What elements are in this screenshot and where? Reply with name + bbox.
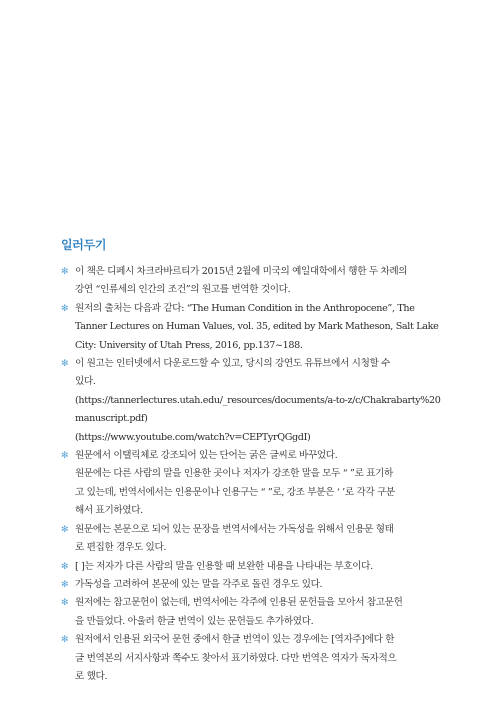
bullet-icon: ✻ <box>61 451 69 462</box>
note-line: 이 원고는 인터넷에서 다운로드할 수 있고, 당시의 강연도 유튜브에서 시청할 수 <box>75 358 391 370</box>
note-item <box>61 263 445 300</box>
note-item <box>61 594 445 631</box>
note-line: 해서 표기하였다. <box>75 505 143 517</box>
note-line: 원문에서 이탤릭체로 강조되어 있는 단어는 굵은 글씨로 바꾸었다. <box>75 450 338 462</box>
note-line: 원문에는 다른 사람의 말을 인용한 곳이나 저자가 강조한 말을 모두 “ ”로 표기하 <box>75 468 393 480</box>
notes-list <box>61 263 445 686</box>
note-line: 강연 “인류세의 인간의 조건”의 원고를 번역한 것이다. <box>75 284 291 296</box>
note-item <box>61 521 445 558</box>
note-line: 원문에는 본문으로 되어 있는 문장을 번역서에서는 가독성을 위해서 인용문 형태 <box>75 523 394 535</box>
note-line: 원저에는 참고문헌이 없는데, 번역서에는 각주에 인용된 문헌들을 모아서 참고문헌 <box>75 597 403 609</box>
bullet-icon: ✻ <box>61 561 69 572</box>
note-line: 을 만들었다. 아울러 한글 번역이 있는 문헌들도 추가하였다. <box>75 615 314 627</box>
notes-section <box>61 236 445 686</box>
note-line: 로 편집한 경우도 있다. <box>75 542 167 554</box>
note-item <box>61 447 445 521</box>
bullet-icon: ✻ <box>61 635 69 646</box>
note-line: 원저에서 인용된 외국어 문헌 중에서 한글 번역이 있는 경우에는 [역자주]에다 한 <box>75 634 395 646</box>
note-line: (https://www.youtube.com/watch?v=CEPTyrQGgdI) <box>75 431 311 443</box>
note-item <box>61 631 445 686</box>
note-line: manuscript.pdf) <box>75 413 148 425</box>
note-line: 고 있는데, 번역서에서는 인용문이나 인용구는 “ ”로, 강조 부분은 ‘ ’로 각각 구분 <box>75 486 395 498</box>
bullet-icon: ✻ <box>61 359 69 370</box>
note-item <box>61 558 445 576</box>
note-line: Tanner Lectures on Human Values, vol. 35, edited by Mark Matheson, Salt Lake <box>75 321 439 333</box>
bullet-icon: ✻ <box>61 303 69 314</box>
note-line: 있다. <box>75 376 96 388</box>
note-line: 가독성을 고려하여 본문에 있는 말을 각주로 돌린 경우도 있다. <box>75 578 323 590</box>
note-line: 글 번역본의 서지사항과 쪽수도 찾아서 표기하였다. 다만 번역은 역자가 독자적으 <box>75 652 397 664</box>
bullet-icon: ✻ <box>61 579 69 590</box>
note-line: [ ]는 저자가 다른 사람의 말을 인용할 때 보완한 내용을 나타내는 부호이다. <box>75 560 373 572</box>
bullet-icon: ✻ <box>61 524 69 535</box>
note-item <box>61 300 445 355</box>
bullet-icon: ✻ <box>61 267 69 277</box>
note-item <box>61 355 445 447</box>
note-line: City: University of Utah Press, 2016, pp.137~188. <box>75 339 303 351</box>
note-line: 이 책은 디페시 차크라바르티가 2015년 2월에 미국의 예일대학에서 행한 두 차례의 <box>75 266 408 277</box>
note-item <box>61 576 445 594</box>
notes-title: 일러두기 <box>61 238 107 252</box>
bullet-icon: ✻ <box>61 598 69 609</box>
note-line: (https://tannerlectures.utah.edu/_resources/documents/a-to-z/c/Chakrabarty%20 <box>75 394 441 406</box>
note-line: 원저의 출처는 다음과 같다: “The Human Condition in the Anthropocene”, The <box>75 302 415 314</box>
note-line: 로 했다. <box>75 670 108 682</box>
